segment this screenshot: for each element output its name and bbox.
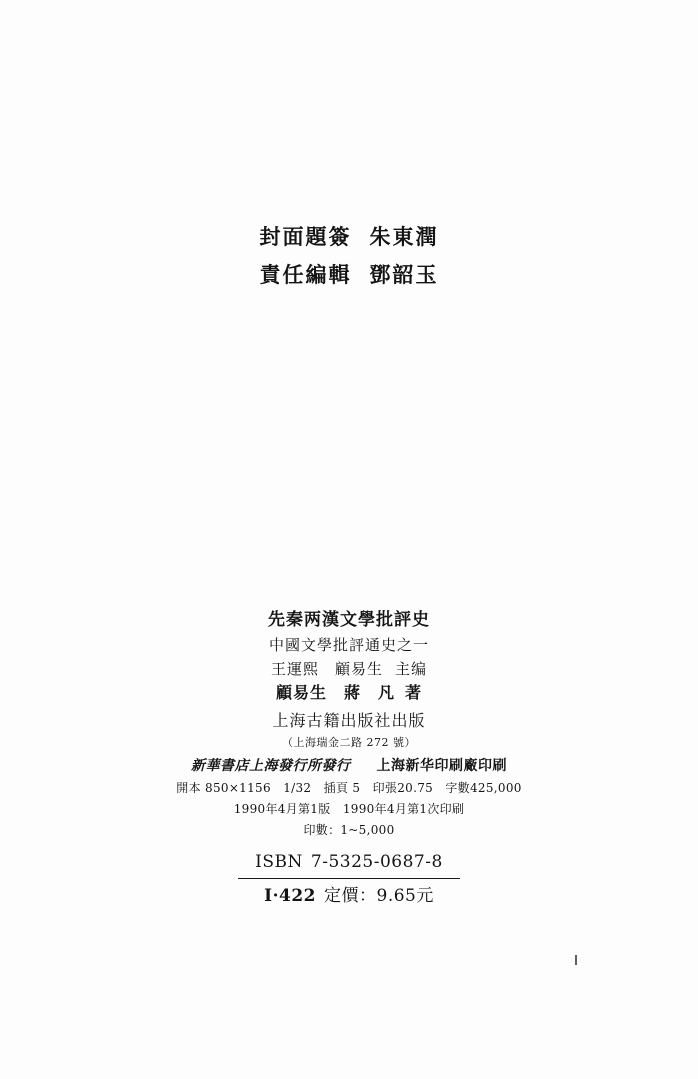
authors-names: 顧易生 蔣 凡 [275, 683, 395, 702]
price-label: 定價： [324, 886, 377, 906]
isbn-prefix: ISBN [255, 852, 303, 872]
credit-row-responsible-editor [0, 256, 698, 294]
editors-label: 主编 [395, 660, 428, 678]
isbn-price-block [238, 848, 460, 911]
authors-label: 著 [405, 683, 423, 702]
publisher-address: （上海瑞金二路 272 號） [282, 736, 416, 749]
distributor-name: 新華書店上海發行所發行 [191, 758, 351, 774]
isbn-line [238, 848, 460, 878]
credits-block [0, 218, 698, 294]
credit-label-responsible-editor: 責任編輯 [259, 262, 352, 287]
printer-name: 上海新华印刷廠印刷 [376, 758, 507, 774]
page-stray-mark [575, 955, 577, 965]
editors-names: 王運熙 顧易生 [270, 660, 383, 678]
credit-value-responsible-editor: 鄧韶玉 [369, 262, 439, 287]
classification-code: I·422 [264, 886, 316, 906]
distribution-line [0, 754, 698, 778]
colophon-block [0, 608, 698, 841]
price-amount: 9.65元 [376, 886, 434, 906]
isbn-number: 7-5325-0687-8 [310, 852, 443, 872]
series-line: 中國文學批評通史之一 [268, 636, 429, 654]
credit-label-cover-calligraphy: 封面題簽 [259, 224, 352, 249]
price-line [238, 879, 460, 911]
print-spec-line-2: 1990年4月第1版 1990年4月第1次印刷 [233, 802, 465, 816]
book-title: 先秦两漢文學批評史 [268, 610, 430, 630]
print-spec-line-1: 開本 850×1156 1/32 插頁 5 印張20.75 字數425,000 [176, 781, 522, 795]
authors-line [0, 681, 698, 705]
credit-value-cover-calligraphy: 朱東潤 [369, 224, 439, 249]
credit-row-cover-calligraphy [0, 218, 698, 256]
editors-line [0, 657, 698, 681]
publisher-line: 上海古籍出版社出版 [272, 711, 426, 730]
print-run-line: 印數：1~5,000 [303, 823, 395, 837]
